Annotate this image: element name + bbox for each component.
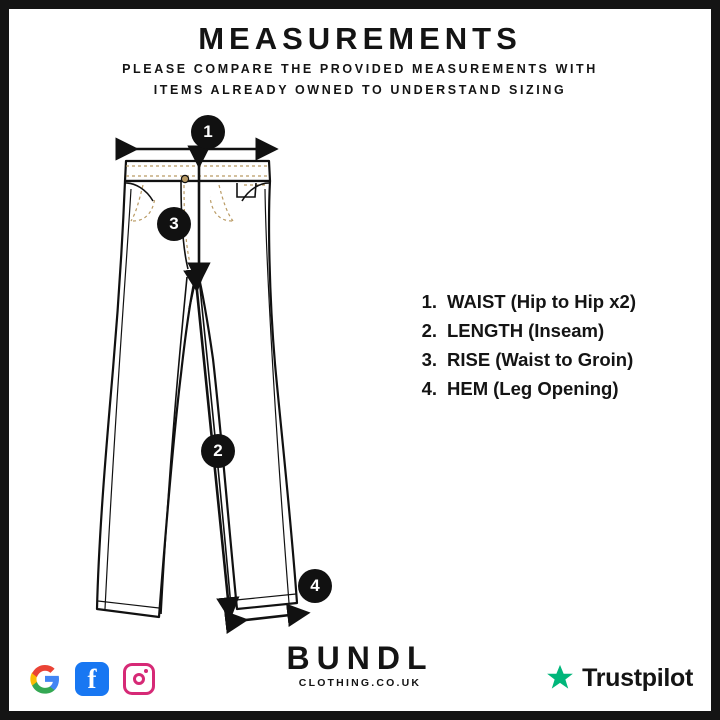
instagram-glyph: [123, 663, 155, 695]
instagram-icon[interactable]: [121, 661, 157, 697]
jeans-diagram: [69, 109, 409, 639]
legend-item-length: [407, 320, 697, 342]
legend-number: 2.: [421, 320, 437, 341]
page-title: MEASUREMENTS: [198, 21, 522, 56]
social-links: [27, 661, 157, 697]
legend-item-waist: [407, 291, 697, 313]
badge-waist: 1: [191, 115, 225, 149]
page-inner: [9, 9, 711, 711]
legend-detail: (Leg Opening): [493, 378, 619, 399]
legend-label: HEM: [447, 378, 489, 399]
legend-detail: (Hip to Hip x2): [510, 291, 636, 312]
brand-logo: [260, 641, 460, 689]
trustpilot-label: Trustpilot: [582, 663, 693, 692]
subtitle-line-1: PLEASE COMPARE THE PROVIDED MEASUREMENTS WITH: [122, 62, 598, 76]
facebook-icon[interactable]: [74, 661, 110, 697]
legend-number: 1.: [421, 291, 437, 312]
brand-domain: CLOTHING.CO.UK: [298, 677, 422, 689]
legend-item-hem: [407, 378, 697, 400]
legend-item-rise: [407, 349, 697, 371]
trustpilot-badge[interactable]: [545, 663, 693, 693]
google-icon[interactable]: [27, 661, 63, 697]
brand-name: BUNDL: [286, 640, 434, 676]
legend-detail: (Waist to Groin): [495, 349, 634, 370]
badge-length: 2: [201, 434, 235, 468]
measurement-legend: [407, 291, 697, 407]
legend-label: LENGTH: [447, 320, 524, 341]
legend-label: RISE: [447, 349, 491, 370]
legend-number: 3.: [421, 349, 437, 370]
badge-rise: 3: [157, 207, 191, 241]
subtitle-line-2: ITEMS ALREADY OWNED TO UNDERSTAND SIZING: [153, 83, 567, 97]
trustpilot-star-icon: [545, 663, 575, 693]
badge-hem: 4: [298, 569, 332, 603]
facebook-glyph: f: [75, 662, 109, 696]
legend-label: WAIST: [447, 291, 506, 312]
legend-detail: (Inseam): [528, 320, 605, 341]
legend-number: 4.: [421, 378, 437, 399]
page-subtitle: [69, 59, 651, 101]
